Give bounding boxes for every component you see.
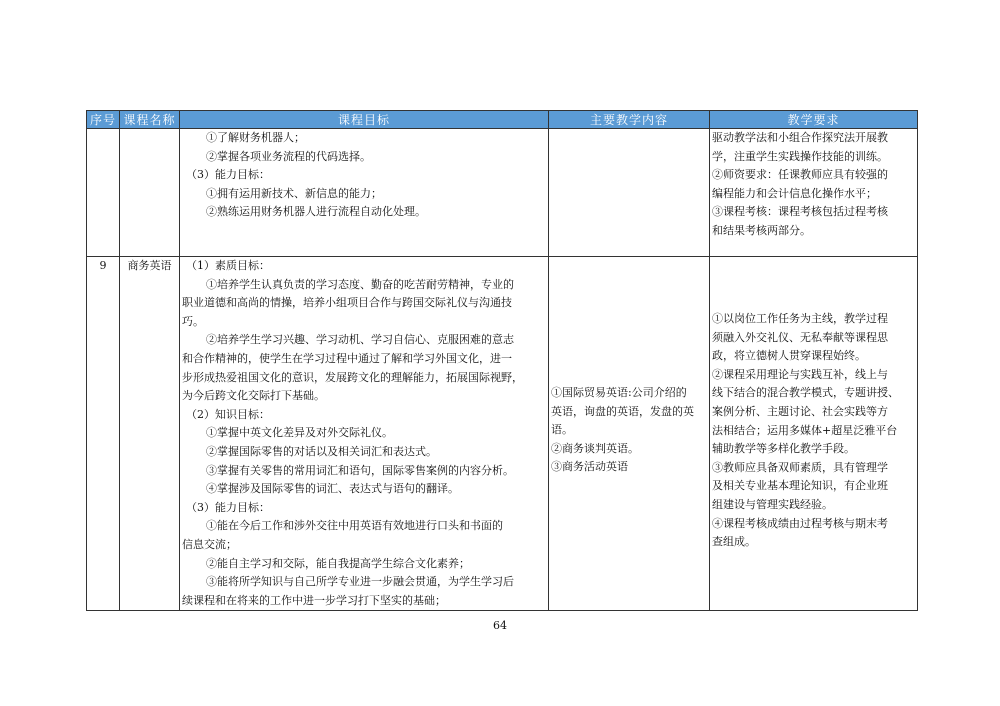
requirement-line: ④课程考核成绩由过程考核与期末考 [712, 516, 888, 530]
requirement-line: ③课程考核：课程考核包括过程考核 [712, 205, 888, 219]
content-line: 语。 [551, 423, 573, 437]
goal-line: ③掌握有关零售的常用词汇和语句，国际零售案例的内容分析。 [206, 463, 514, 477]
requirement-line: 和结果考核两部分。 [712, 223, 811, 237]
requirement-line: 学，注重学生实践操作技能的训练。 [712, 149, 888, 163]
goal-line: ②能自主学习和交际，能自我提高学生综合文化素养； [206, 556, 470, 570]
goal-line: ①能在今后工作和涉外交往中用英语有效地进行口头和书面的 [206, 519, 503, 533]
requirement-line: ②师资要求：任课教师应具有较强的 [712, 168, 888, 182]
table-header-row [87, 111, 918, 129]
requirement-line: 查组成。 [712, 535, 756, 549]
table-row-continued [87, 129, 918, 257]
header-no: 序号 [87, 111, 120, 129]
goal-line: （3）能力目标： [186, 500, 270, 514]
goal-line: 巧。 [182, 314, 204, 328]
row-continued-no [87, 129, 120, 257]
row-continued-requirements [710, 129, 918, 257]
goal-line: （2）知识目标： [186, 407, 270, 421]
goal-line: ②掌握国际零售的对话以及相关词汇和表达式。 [206, 444, 437, 458]
table-row-9 [87, 257, 918, 611]
requirement-line: ②课程采用理论与实践互补，线上与 [712, 367, 888, 381]
goal-line: 和合作精神的，使学生在学习过程中通过了解和学习外国文化，进一 [182, 351, 512, 365]
goal-line: ④掌握涉及国际零售的词汇、表达式与语句的翻译。 [206, 482, 459, 496]
header-main-content: 主要教学内容 [549, 111, 710, 129]
goal-line: ①了解财务机器人； [206, 131, 305, 144]
content-line: ③商务活动英语 [551, 460, 628, 474]
row-continued-goals [180, 129, 549, 257]
row-continued-name [120, 129, 180, 257]
goal-line: ②掌握各项业务流程的代码选择。 [206, 149, 371, 163]
goal-line: ③能将所学知识与自己所学专业进一步融会贯通，为学生学习后 [206, 575, 514, 589]
requirement-line: 案例分析、主题讨论、社会实践等方 [712, 404, 888, 418]
requirement-line: 及相关专业基本理论知识，有企业班 [712, 479, 888, 493]
goal-line: 步形成热爱祖国文化的意识，发展跨文化的理解能力，拓展国际视野， [182, 370, 523, 384]
requirement-line: ①以岗位工作任务为主线，教学过程 [712, 312, 888, 325]
row-9-content [549, 257, 710, 611]
goal-line: ②培养学生学习兴趣、学习动机、学习自信心、克服困难的意志 [206, 333, 514, 347]
row-9-name: 商务英语 [120, 257, 180, 611]
goal-line: ②熟练运用财务机器人进行流程自动化处理。 [206, 205, 426, 219]
content-line: ①国际贸易英语:公司介绍的 [551, 386, 687, 399]
goal-line: （1）素质目标： [186, 259, 270, 272]
requirement-line: 线下结合的混合教学模式，专题讲授、 [712, 386, 899, 400]
row-9-goals [180, 257, 549, 611]
header-course-goals: 课程目标 [180, 111, 549, 129]
goal-line: ①拥有运用新技术、新信息的能力； [206, 186, 382, 200]
requirement-line: 辅助教学等多样化教学手段。 [712, 442, 855, 456]
requirement-line: 组建设与管理实践经验。 [712, 497, 833, 511]
curriculum-table [86, 110, 918, 611]
header-course-name: 课程名称 [120, 111, 180, 129]
goal-line: ①培养学生认真负责的学习态度、勤奋的吃苦耐劳精神，专业的 [206, 277, 514, 291]
row-9-requirements [710, 257, 918, 611]
requirement-line: ③教师应具备双师素质，具有管理学 [712, 460, 888, 474]
content-line: 英语，询盘的英语，发盘的英 [551, 404, 694, 418]
row-continued-content [549, 129, 710, 257]
goal-line: 职业道德和高尚的情操，培养小组项目合作与跨国交际礼仪与沟通技 [182, 296, 512, 310]
goal-line: ①掌握中英文化差异及对外交际礼仪。 [206, 426, 393, 440]
requirement-line: 驱动教学法和小组合作探究法开展教 [712, 131, 888, 144]
requirement-line: 须融入外交礼仪、无私奉献等课程思 [712, 330, 888, 344]
requirement-line: 法相结合；运用多媒体+超星泛雅平台 [712, 423, 898, 437]
content-line: ②商务谈判英语。 [551, 441, 639, 455]
header-requirements: 教学要求 [710, 111, 918, 129]
goal-line: 为今后跨文化交际打下基础。 [182, 389, 325, 403]
page-number: 64 [493, 619, 507, 632]
goal-line: （3）能力目标： [186, 168, 270, 182]
goal-line: 信息交流； [182, 537, 237, 551]
goal-line: 续课程和在将来的工作中进一步学习打下坚实的基础； [182, 593, 446, 607]
row-9-no: 9 [87, 257, 120, 611]
requirement-line: 编程能力和会计信息化操作水平； [712, 186, 877, 200]
requirement-line: 政，将立德树人贯穿课程始终。 [712, 349, 866, 363]
